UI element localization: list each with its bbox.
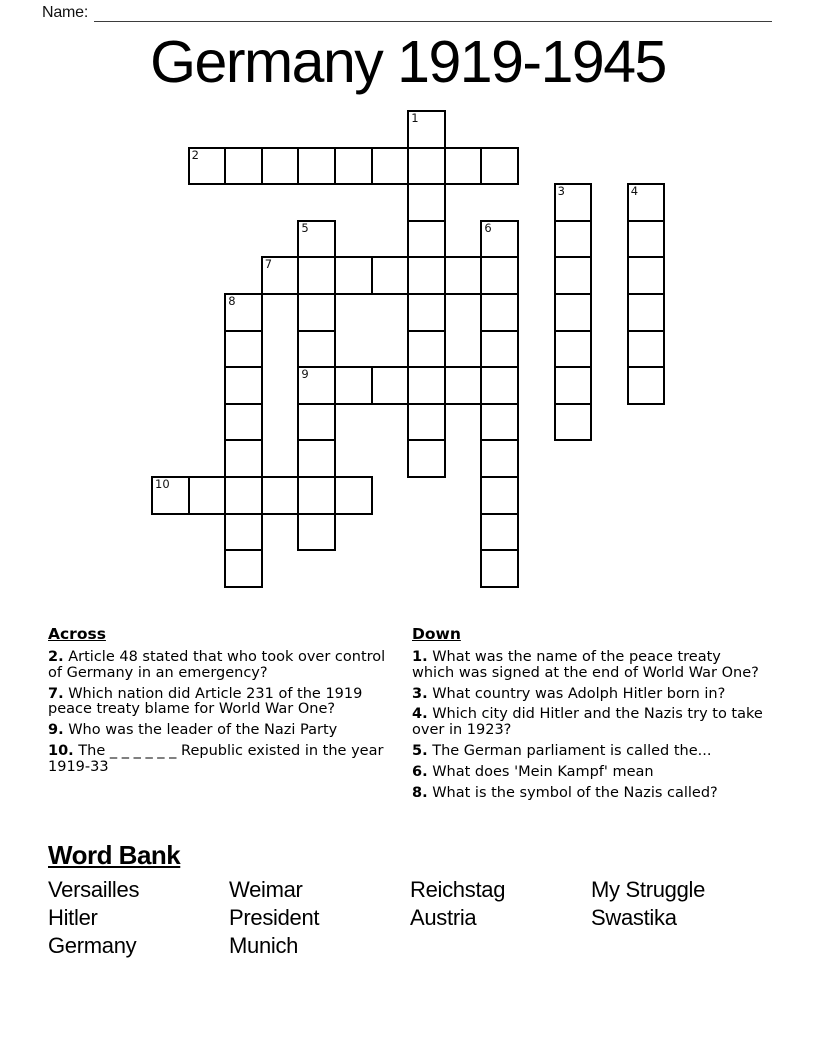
name-label: Name: (42, 4, 89, 21)
grid-cell[interactable] (407, 293, 446, 332)
name-row (42, 3, 772, 22)
word-bank-item-swastika: Swastika (591, 905, 677, 930)
cell-number: 1 (411, 111, 419, 125)
grid-cell[interactable] (261, 147, 300, 186)
clue-number: 2. (48, 649, 64, 665)
word-bank-item-weimar: Weimar (229, 877, 303, 902)
grid-cell[interactable] (554, 220, 593, 259)
grid-cell[interactable] (188, 476, 227, 515)
grid-cell[interactable] (371, 147, 410, 186)
down-clues-section (412, 626, 764, 806)
grid-cell[interactable] (407, 147, 446, 186)
word-bank-item-hitler: Hitler (48, 905, 98, 930)
cell-number: 5 (301, 220, 309, 235)
clue-number: 9. (48, 722, 64, 739)
grid-cell[interactable] (480, 366, 519, 405)
grid-cell-10[interactable] (151, 476, 190, 515)
down-clue-3: 3. What country was Adolph Hitler born in? (412, 685, 726, 702)
crossword-grid (151, 110, 667, 590)
down-clue-4: 4. Which city did Hitler and the Nazis try to take over in 1923? (412, 706, 763, 739)
grid-cell[interactable] (627, 220, 666, 259)
grid-cell[interactable] (480, 293, 519, 332)
clue-number: 7. (48, 685, 64, 702)
grid-cell-5[interactable] (297, 220, 336, 259)
grid-cell-2[interactable] (188, 147, 227, 186)
word-bank-section (48, 840, 772, 960)
grid-cell-8[interactable] (224, 293, 263, 332)
across-heading: Across (48, 625, 106, 643)
grid-cell[interactable] (297, 293, 336, 332)
grid-cell[interactable] (297, 256, 336, 295)
word-bank-item-germany: Germany (48, 933, 137, 958)
down-clue-6: 6. What does 'Mein Kampf' mean (412, 763, 654, 780)
grid-cell[interactable] (297, 439, 336, 478)
grid-cell[interactable] (480, 513, 519, 552)
grid-cell[interactable] (334, 366, 373, 405)
grid-cell-9[interactable] (297, 366, 336, 405)
grid-cell-1[interactable] (407, 110, 446, 149)
cell-number: 2 (191, 147, 199, 162)
grid-cell[interactable] (224, 439, 263, 478)
grid-cell[interactable] (297, 330, 336, 369)
grid-cell[interactable] (224, 476, 263, 515)
grid-cell[interactable] (297, 513, 336, 552)
grid-cell[interactable] (297, 403, 336, 442)
grid-cell[interactable] (480, 147, 519, 186)
cell-number: 7 (264, 257, 273, 272)
cell-number: 9 (301, 367, 309, 382)
grid-cell-6[interactable] (480, 220, 519, 259)
across-clue-2: 2. Article 48 stated that who took over control of Germany in an emergency? (48, 649, 386, 681)
cell-number: 4 (630, 184, 639, 199)
grid-cell-7[interactable] (261, 256, 300, 295)
grid-cell[interactable] (224, 147, 263, 186)
grid-cell[interactable] (334, 476, 373, 515)
page-title: Germany 1919-1945 (150, 29, 666, 95)
grid-cell[interactable] (407, 330, 446, 369)
grid-cell[interactable] (407, 439, 446, 478)
word-bank-item-versailles: Versailles (48, 877, 140, 902)
grid-cell[interactable] (627, 330, 666, 369)
down-clue-list (412, 650, 764, 801)
grid-cell[interactable] (334, 147, 373, 186)
word-bank-column (48, 876, 229, 960)
clue-number: 3. (412, 685, 428, 702)
word-bank-heading: Word Bank (48, 840, 181, 870)
grid-cell[interactable] (480, 549, 519, 588)
grid-cell[interactable] (407, 403, 446, 442)
clue-number: 8. (412, 784, 428, 801)
cell-number: 10 (155, 477, 170, 491)
down-clue-5: 5. The German parliament is called the... (412, 742, 712, 759)
down-heading: Down (412, 625, 461, 643)
grid-cell[interactable] (444, 147, 483, 186)
grid-cell[interactable] (407, 220, 446, 259)
grid-cell-4[interactable] (627, 183, 666, 222)
grid-cell[interactable] (627, 256, 666, 295)
word-bank-item-reichstag: Reichstag (410, 877, 506, 902)
across-clue-9: 9. Who was the leader of the Nazi Party (48, 722, 338, 739)
grid-cell[interactable] (407, 256, 446, 295)
grid-cell[interactable] (554, 293, 593, 332)
down-clue-8: 8. What is the symbol of the Nazis called? (412, 784, 718, 801)
down-clue-1: 1. What was the name of the peace treaty which was signed at the end of World War One? (412, 649, 759, 681)
grid-cell[interactable] (444, 366, 483, 405)
grid-cell[interactable] (224, 330, 263, 369)
word-bank-item-austria: Austria (410, 905, 477, 930)
clue-number: 4. (412, 706, 428, 723)
grid-cell[interactable] (444, 256, 483, 295)
grid-cell[interactable] (261, 476, 300, 515)
grid-cell[interactable] (480, 439, 519, 478)
grid-cell[interactable] (297, 147, 336, 186)
grid-cell[interactable] (297, 476, 336, 515)
grid-cell[interactable] (224, 513, 263, 552)
grid-cell[interactable] (407, 183, 446, 222)
grid-cell[interactable] (554, 366, 593, 405)
across-clue-7: 7. Which nation did Article 231 of the 1919 peace treaty blame for World War One? (48, 685, 363, 718)
grid-cell[interactable] (371, 256, 410, 295)
word-bank-column (229, 876, 410, 960)
cell-number: 6 (484, 220, 492, 235)
grid-cell[interactable] (554, 256, 593, 295)
across-clue-10: 10. The _ _ _ _ _ _ Republic existed in the year 1919-33 (48, 742, 384, 775)
grid-cell[interactable] (371, 366, 410, 405)
word-bank-item-president: President (229, 905, 320, 930)
grid-cell[interactable] (627, 366, 666, 405)
grid-cell[interactable] (224, 549, 263, 588)
grid-cell[interactable] (480, 476, 519, 515)
name-blank-line[interactable] (94, 3, 772, 22)
grid-cell[interactable] (224, 403, 263, 442)
cell-number: 3 (557, 184, 565, 199)
grid-cell[interactable] (480, 403, 519, 442)
grid-cell[interactable] (480, 330, 519, 369)
grid-cell[interactable] (627, 293, 666, 332)
grid-cell-3[interactable] (554, 183, 593, 222)
cell-number: 8 (228, 294, 236, 308)
across-clue-list (48, 650, 395, 776)
grid-cell[interactable] (554, 403, 593, 442)
word-bank-column (591, 876, 772, 960)
grid-cell[interactable] (224, 366, 263, 405)
word-bank-columns (48, 876, 772, 960)
grid-cell[interactable] (407, 366, 446, 405)
grid-cell[interactable] (334, 256, 373, 295)
word-bank-item-my-struggle: My Struggle (591, 877, 706, 902)
across-clues-section (48, 626, 395, 781)
word-bank-item-munich: Munich (229, 933, 299, 958)
grid-cell[interactable] (480, 256, 519, 295)
clue-number: 5. (412, 742, 428, 759)
clue-number: 6. (412, 763, 428, 780)
clue-number: 10. (48, 742, 74, 759)
word-bank-column (410, 876, 591, 960)
clue-number: 1. (412, 649, 428, 665)
grid-cell[interactable] (554, 330, 593, 369)
